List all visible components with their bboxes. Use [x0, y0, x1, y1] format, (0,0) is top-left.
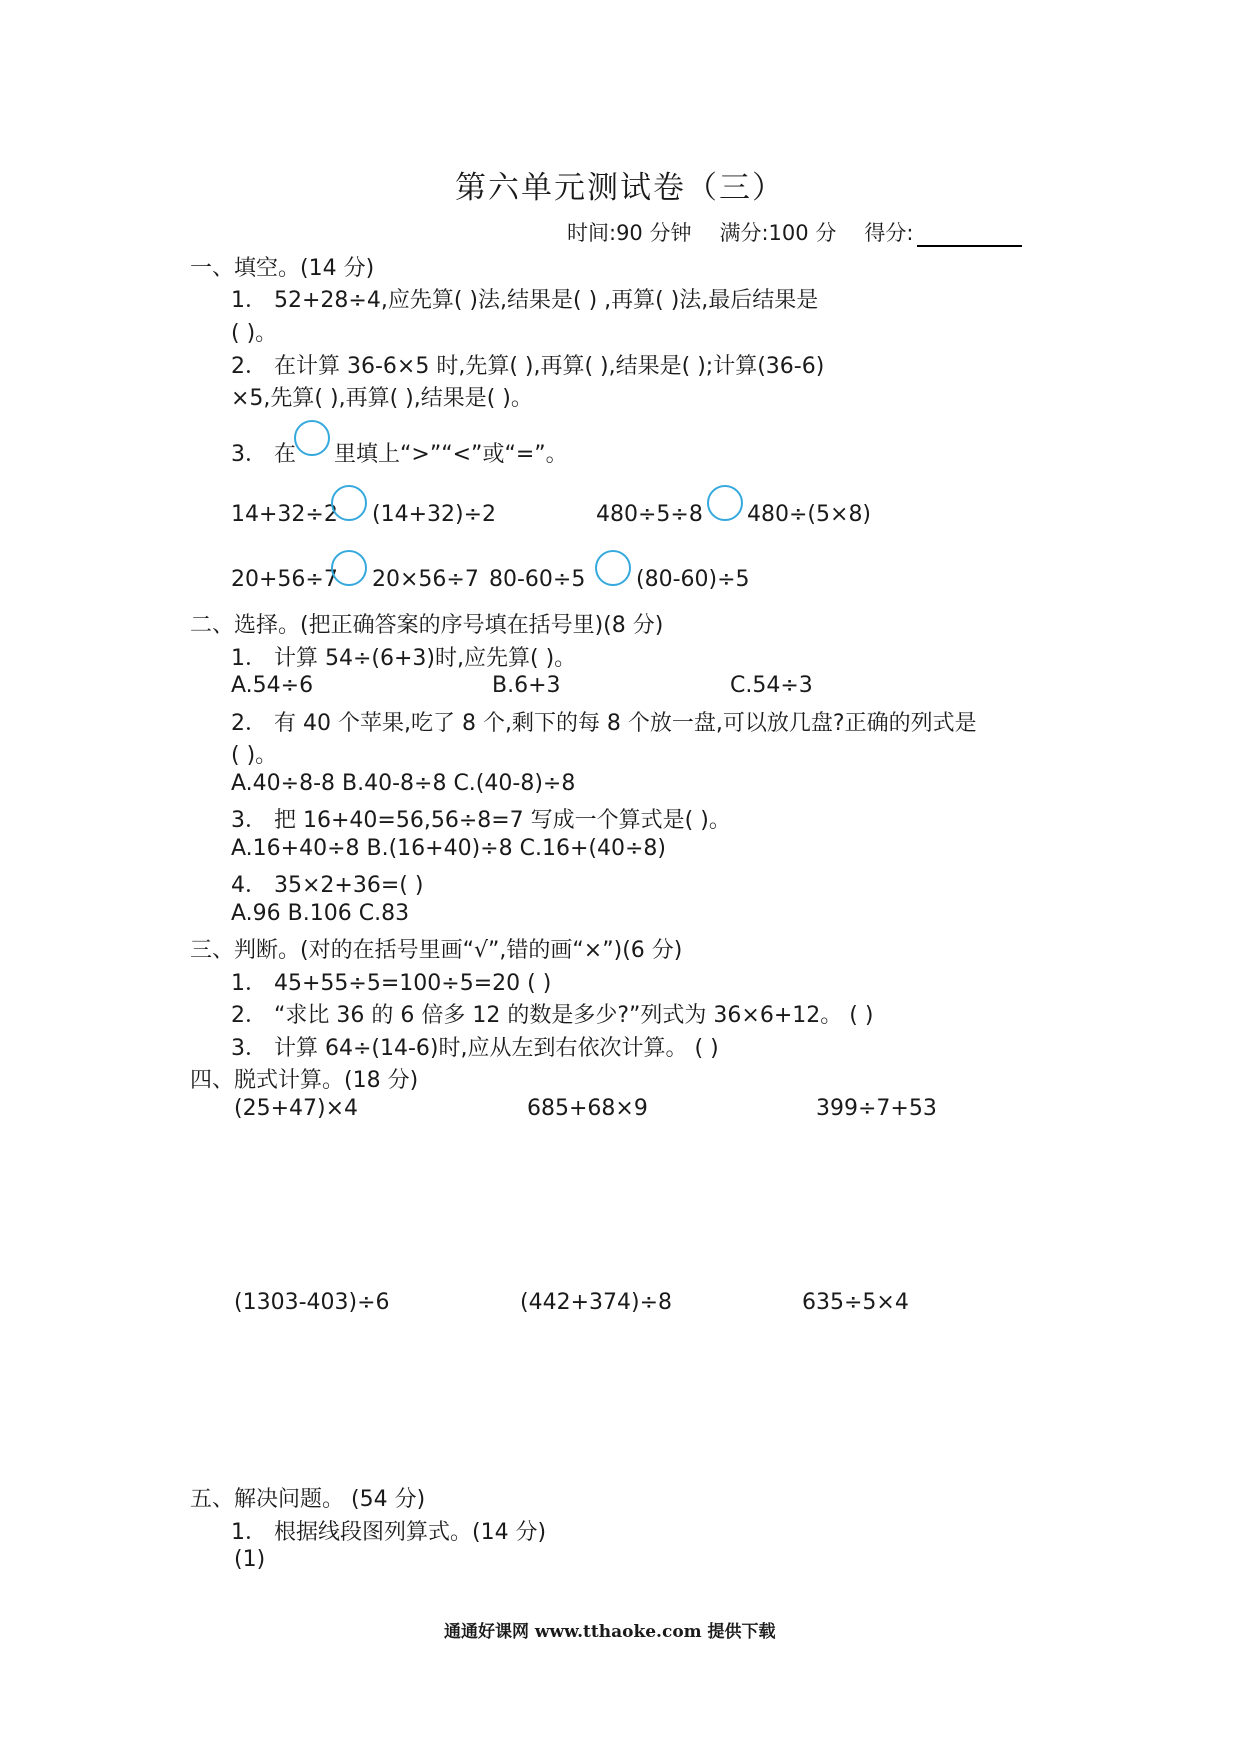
- s3-q3: 3． 计算 64÷(14-6)时,应从左到右依次计算。 ( ): [231, 1036, 719, 1061]
- s3-q1: 1． 45+55÷5=100÷5=20 ( ): [231, 971, 552, 996]
- exam-meta: [567, 217, 1022, 247]
- compare-1-left: 14+32÷2: [231, 502, 338, 527]
- s1-q1-line2: ( )。: [231, 321, 278, 346]
- calc-expression-1: (25+47)×4: [234, 1096, 359, 1121]
- compare-circle-3[interactable]: [331, 550, 367, 586]
- s3-q2: 2． “求比 36 的 6 倍多 12 的数是多少?”列式为 36×6+12。 ( ): [231, 1003, 874, 1028]
- s2-q1-option-b: B.6+3: [492, 673, 561, 698]
- score-label: 得分:: [864, 221, 914, 245]
- compare-circle-4[interactable]: [595, 550, 631, 586]
- s2-q2-line2: ( )。: [231, 743, 278, 768]
- compare-2-left: 480÷5÷8: [596, 502, 703, 527]
- section-5-heading: 五、解决问题。 (54 分): [190, 1487, 426, 1512]
- s1-q3-prefix: 3． 在: [231, 442, 296, 467]
- s2-q3-options: A.16+40÷8 B.(16+40)÷8 C.16+(40÷8): [231, 836, 666, 861]
- compare-3-left: 20+56÷7: [231, 567, 338, 592]
- s1-q1-line1: 1． 52+28÷4,应先算( )法,结果是( ) ,再算( )法,最后结果是: [231, 288, 819, 313]
- score-blank-line: [917, 223, 1022, 247]
- s2-q1-option-c: C.54÷3: [730, 673, 813, 698]
- calc-expression-6: 635÷5×4: [802, 1290, 909, 1315]
- s5-q1-sub1: (1): [234, 1547, 266, 1572]
- page-title: 第六单元测试卷（三）: [455, 170, 785, 206]
- s1-q3-suffix: 里填上“>”“<”或“=”。: [334, 442, 568, 467]
- compare-4-left: 80-60÷5: [489, 567, 586, 592]
- s2-q1-option-a: A.54÷6: [231, 673, 314, 698]
- full-score: 满分:100 分: [719, 221, 837, 245]
- s2-q2-options: A.40÷8-8 B.40-8÷8 C.(40-8)÷8: [231, 771, 576, 796]
- compare-4-right: (80-60)÷5: [636, 567, 750, 592]
- s1-q2-line2: ×5,先算( ),再算( ),结果是( )。: [231, 386, 533, 411]
- section-1-heading: 一、填空。(14 分): [190, 256, 375, 281]
- s2-q2-line1: 2． 有 40 个苹果,吃了 8 个,剩下的每 8 个放一盘,可以放几盘?正确的列式是: [231, 711, 977, 736]
- compare-1-right: (14+32)÷2: [372, 502, 497, 527]
- footer-source: 通通好课网 www.tthaoke.com 提供下载: [444, 1622, 776, 1642]
- section-3-heading: 三、判断。(对的在括号里画“√”,错的画“×”)(6 分): [190, 938, 683, 963]
- calc-expression-5: (442+374)÷8: [520, 1290, 673, 1315]
- compare-circle-example: [294, 420, 330, 456]
- section-4-heading: 四、脱式计算。(18 分): [190, 1068, 419, 1093]
- s1-q2-line1: 2． 在计算 36-6×5 时,先算( ),再算( ),结果是( );计算(36-6): [231, 354, 825, 379]
- calc-expression-2: 685+68×9: [527, 1096, 648, 1121]
- section-2-heading: 二、选择。(把正确答案的序号填在括号里)(8 分): [190, 613, 664, 638]
- s2-q4-options: A.96 B.106 C.83: [231, 901, 410, 926]
- time-limit: 时间:90 分钟: [567, 221, 692, 245]
- s5-q1: 1． 根据线段图列算式。(14 分): [231, 1520, 547, 1545]
- s2-q3: 3． 把 16+40=56,56÷8=7 写成一个算式是( )。: [231, 808, 731, 833]
- compare-2-right: 480÷(5×8): [747, 502, 872, 527]
- s2-q4: 4． 35×2+36=( ): [231, 873, 424, 898]
- compare-circle-2[interactable]: [707, 485, 743, 521]
- calc-expression-4: (1303-403)÷6: [234, 1290, 390, 1315]
- compare-3-right: 20×56÷7: [372, 567, 479, 592]
- calc-expression-3: 399÷7+53: [816, 1096, 937, 1121]
- compare-circle-1[interactable]: [331, 485, 367, 521]
- s2-q1: 1． 计算 54÷(6+3)时,应先算( )。: [231, 646, 577, 671]
